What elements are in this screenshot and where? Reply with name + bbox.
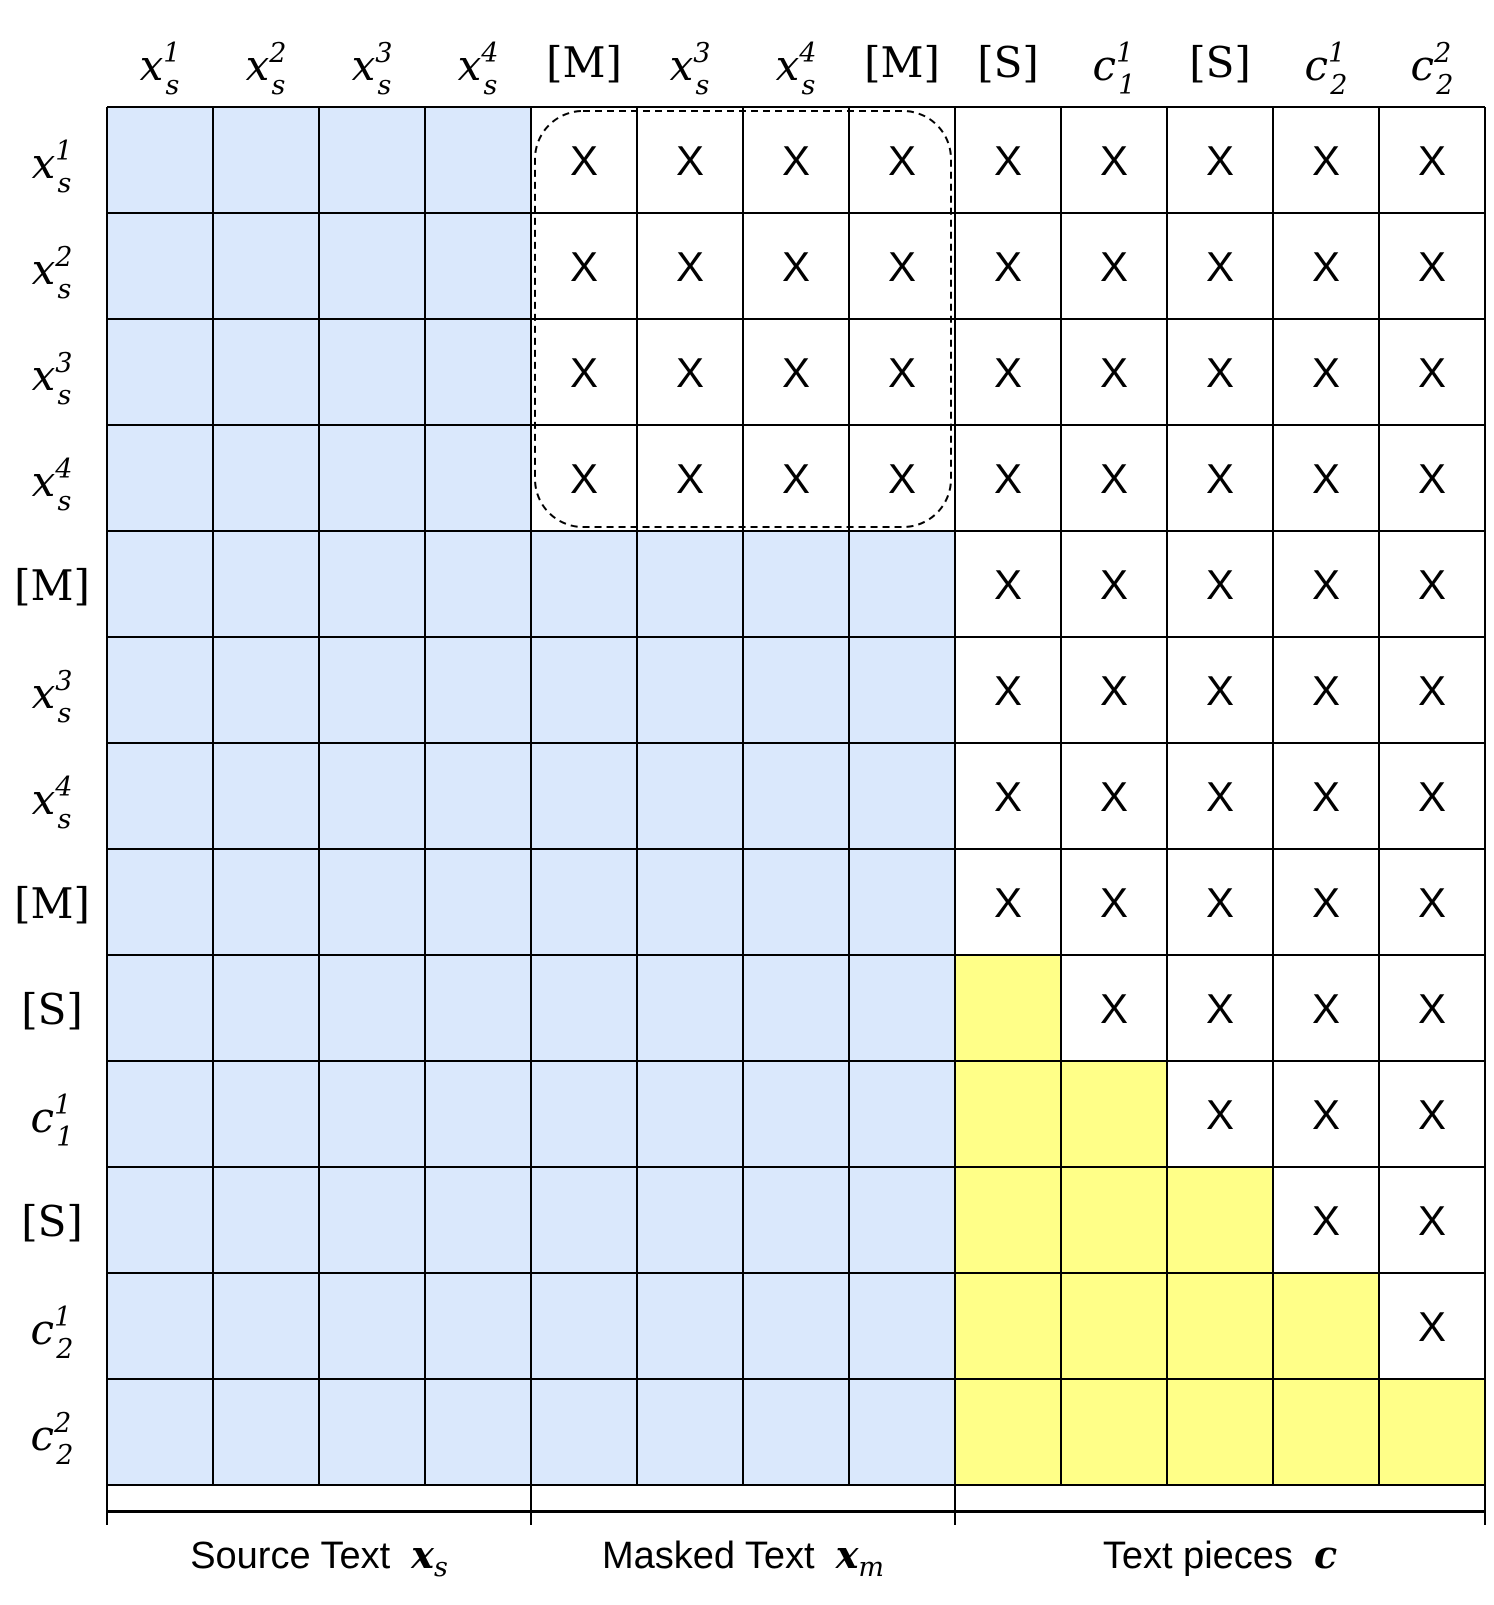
mask-x-mark: X <box>887 243 917 290</box>
cell-r9-c1 <box>213 1061 319 1167</box>
cell-r10-c8 <box>955 1167 1061 1273</box>
mask-x-mark: X <box>675 137 705 184</box>
mask-grid <box>107 107 1485 1485</box>
cell-r4-c3 <box>425 531 531 637</box>
cell-r5-c5 <box>637 637 743 743</box>
cell-r7-c2 <box>319 849 425 955</box>
cell-r10-c9 <box>1061 1167 1167 1273</box>
mask-x-mark: X <box>993 879 1023 926</box>
cell-r8-c5 <box>637 955 743 1061</box>
mask-x-mark: X <box>1205 455 1235 502</box>
mask-x-mark: X <box>781 455 811 502</box>
mask-x-mark: X <box>569 455 599 502</box>
cell-r4-c6 <box>743 531 849 637</box>
cell-r8-c8 <box>955 955 1061 1061</box>
cell-r1-c1 <box>213 213 319 319</box>
row-label-0: $x^1$ s <box>31 136 73 199</box>
cell-r10-c5 <box>637 1167 743 1273</box>
cell-r9-c4 <box>531 1061 637 1167</box>
mask-x-mark: X <box>781 137 811 184</box>
mask-x-mark: X <box>1417 879 1447 926</box>
cell-r11-c2 <box>319 1273 425 1379</box>
cell-r11-c4 <box>531 1273 637 1379</box>
cell-r9-c7 <box>849 1061 955 1167</box>
column-label-12: $c^2$ 2 <box>1410 38 1454 101</box>
cell-r2-c2 <box>319 319 425 425</box>
mask-x-mark: X <box>993 773 1023 820</box>
cell-r8-c3 <box>425 955 531 1061</box>
mask-x-mark: X <box>1099 349 1129 396</box>
cell-r7-c5 <box>637 849 743 955</box>
mask-x-mark: X <box>1417 349 1447 396</box>
column-label-6: $x^4$ s <box>775 38 817 101</box>
mask-x-mark: X <box>1205 349 1235 396</box>
cell-r12-c6 <box>743 1379 849 1485</box>
row-label-10: [S] <box>21 1197 83 1246</box>
mask-x-mark: X <box>1417 137 1447 184</box>
mask-x-mark: X <box>993 349 1023 396</box>
column-label-2: $x^3$ s <box>351 38 393 101</box>
section-label-1: Masked Text $x_m$ <box>602 1532 884 1583</box>
cell-r5-c4 <box>531 637 637 743</box>
mask-x-mark: X <box>1417 667 1447 714</box>
cell-r0-c2 <box>319 107 425 213</box>
mask-x-mark: X <box>1099 561 1129 608</box>
mask-x-mark: X <box>1311 349 1341 396</box>
cell-r5-c7 <box>849 637 955 743</box>
cell-r4-c1 <box>213 531 319 637</box>
cell-r6-c2 <box>319 743 425 849</box>
column-label-7: [M] <box>864 38 940 87</box>
cell-r11-c1 <box>213 1273 319 1379</box>
mask-x-mark: X <box>675 455 705 502</box>
cell-r8-c0 <box>107 955 213 1061</box>
mask-x-mark: X <box>1099 243 1129 290</box>
mask-x-mark: X <box>1205 137 1235 184</box>
row-label-7: [M] <box>14 879 90 928</box>
row-label-2: $x^3$ s <box>31 348 73 411</box>
cell-r4-c4 <box>531 531 637 637</box>
cell-r2-c0 <box>107 319 213 425</box>
cell-r4-c5 <box>637 531 743 637</box>
cell-r6-c4 <box>531 743 637 849</box>
cell-r10-c6 <box>743 1167 849 1273</box>
cell-r10-c7 <box>849 1167 955 1273</box>
mask-x-mark: X <box>993 561 1023 608</box>
cell-r11-c8 <box>955 1273 1061 1379</box>
section-label-2: Text pieces c <box>1102 1532 1338 1577</box>
mask-x-mark: X <box>1205 667 1235 714</box>
mask-x-mark: X <box>887 455 917 502</box>
cell-r8-c2 <box>319 955 425 1061</box>
mask-x-mark: X <box>1099 879 1129 926</box>
cell-r3-c1 <box>213 425 319 531</box>
mask-x-mark: X <box>1311 1091 1341 1138</box>
mask-x-mark: X <box>887 349 917 396</box>
mask-x-mark: X <box>1311 773 1341 820</box>
cell-r0-c0 <box>107 107 213 213</box>
cell-r12-c0 <box>107 1379 213 1485</box>
cell-r10-c4 <box>531 1167 637 1273</box>
cell-r7-c1 <box>213 849 319 955</box>
cell-r12-c4 <box>531 1379 637 1485</box>
mask-x-mark: X <box>1311 137 1341 184</box>
cell-r8-c7 <box>849 955 955 1061</box>
cell-r12-c12 <box>1379 1379 1485 1485</box>
cell-r9-c0 <box>107 1061 213 1167</box>
cell-r6-c3 <box>425 743 531 849</box>
mask-x-mark: X <box>1417 1091 1447 1138</box>
mask-x-mark: X <box>1205 1091 1235 1138</box>
cell-r7-c4 <box>531 849 637 955</box>
cell-r7-c3 <box>425 849 531 955</box>
cell-r2-c1 <box>213 319 319 425</box>
cell-r11-c9 <box>1061 1273 1167 1379</box>
cell-r0-c1 <box>213 107 319 213</box>
cell-r5-c6 <box>743 637 849 743</box>
mask-x-mark: X <box>1311 985 1341 1032</box>
cell-r11-c3 <box>425 1273 531 1379</box>
cell-r9-c9 <box>1061 1061 1167 1167</box>
cell-r9-c5 <box>637 1061 743 1167</box>
mask-x-mark: X <box>1311 561 1341 608</box>
mask-x-mark: X <box>1417 561 1447 608</box>
mask-x-mark: X <box>1417 1197 1447 1244</box>
cell-r10-c3 <box>425 1167 531 1273</box>
mask-x-mark: X <box>1205 879 1235 926</box>
mask-x-mark: X <box>781 243 811 290</box>
row-label-11: $c^1$ 2 <box>30 1302 74 1365</box>
cell-r12-c3 <box>425 1379 531 1485</box>
cell-r1-c0 <box>107 213 213 319</box>
mask-x-mark: X <box>569 137 599 184</box>
mask-x-mark: X <box>993 455 1023 502</box>
column-label-5: $x^3$ s <box>669 38 711 101</box>
cell-r12-c5 <box>637 1379 743 1485</box>
column-label-11: $c^1$ 2 <box>1304 38 1348 101</box>
cell-r9-c2 <box>319 1061 425 1167</box>
mask-x-mark: X <box>1205 773 1235 820</box>
cell-r11-c7 <box>849 1273 955 1379</box>
cell-r6-c5 <box>637 743 743 849</box>
mask-x-mark: X <box>1099 773 1129 820</box>
mask-x-mark: X <box>1311 243 1341 290</box>
row-label-1: $x^2$ s <box>31 242 73 305</box>
mask-x-mark: X <box>1311 667 1341 714</box>
cell-r11-c0 <box>107 1273 213 1379</box>
column-label-0: $x^1$ s <box>139 38 181 101</box>
cell-r11-c6 <box>743 1273 849 1379</box>
cell-r10-c1 <box>213 1167 319 1273</box>
mask-x-mark: X <box>993 667 1023 714</box>
cell-r9-c8 <box>955 1061 1061 1167</box>
mask-x-mark: X <box>781 349 811 396</box>
row-label-4: [M] <box>14 561 90 610</box>
mask-x-mark: X <box>569 349 599 396</box>
cell-r8-c4 <box>531 955 637 1061</box>
mask-x-mark: X <box>1417 773 1447 820</box>
cell-r2-c3 <box>425 319 531 425</box>
mask-x-mark: X <box>1311 879 1341 926</box>
row-label-5: $x^3$ s <box>31 666 73 729</box>
cell-r5-c1 <box>213 637 319 743</box>
row-label-6: $x^4$ s <box>31 772 73 835</box>
cell-r12-c2 <box>319 1379 425 1485</box>
cell-r1-c3 <box>425 213 531 319</box>
row-label-9: $c^1$ 1 <box>30 1090 74 1153</box>
cell-r6-c6 <box>743 743 849 849</box>
column-label-4: [M] <box>546 38 622 87</box>
mask-x-mark: X <box>1311 1197 1341 1244</box>
mask-x-mark: X <box>1099 137 1129 184</box>
row-token-labels <box>14 136 90 1471</box>
cell-r9-c6 <box>743 1061 849 1167</box>
cell-r7-c6 <box>743 849 849 955</box>
mask-x-mark: X <box>1099 985 1129 1032</box>
cell-r11-c11 <box>1273 1273 1379 1379</box>
mask-x-mark: X <box>1205 243 1235 290</box>
mask-x-mark: X <box>1205 985 1235 1032</box>
row-label-3: $x^4$ s <box>31 454 73 517</box>
column-label-10: [S] <box>1189 38 1251 87</box>
row-label-8: [S] <box>21 985 83 1034</box>
column-label-3: $x^4$ s <box>457 38 499 101</box>
cell-r4-c2 <box>319 531 425 637</box>
section-brackets <box>107 1485 1485 1583</box>
column-label-1: $x^2$ s <box>245 38 287 101</box>
cell-r12-c7 <box>849 1379 955 1485</box>
cell-r7-c0 <box>107 849 213 955</box>
cell-r6-c7 <box>849 743 955 849</box>
mask-x-mark: X <box>569 243 599 290</box>
mask-x-mark: X <box>1099 455 1129 502</box>
cell-r7-c7 <box>849 849 955 955</box>
mask-x-mark: X <box>675 349 705 396</box>
mask-x-mark: X <box>1205 561 1235 608</box>
cell-r6-c0 <box>107 743 213 849</box>
mask-x-mark: X <box>675 243 705 290</box>
cell-r4-c0 <box>107 531 213 637</box>
cell-r10-c10 <box>1167 1167 1273 1273</box>
mask-x-mark: X <box>1311 455 1341 502</box>
cell-r0-c3 <box>425 107 531 213</box>
mask-x-mark: X <box>993 243 1023 290</box>
cell-r1-c2 <box>319 213 425 319</box>
cell-r11-c5 <box>637 1273 743 1379</box>
cell-r10-c0 <box>107 1167 213 1273</box>
cell-r10-c2 <box>319 1167 425 1273</box>
cell-r12-c1 <box>213 1379 319 1485</box>
cell-r8-c6 <box>743 955 849 1061</box>
mask-x-mark: X <box>887 137 917 184</box>
cell-r8-c1 <box>213 955 319 1061</box>
cell-r12-c10 <box>1167 1379 1273 1485</box>
mask-x-mark: X <box>1417 985 1447 1032</box>
cell-r5-c2 <box>319 637 425 743</box>
cell-r3-c0 <box>107 425 213 531</box>
cell-r4-c7 <box>849 531 955 637</box>
mask-x-mark: X <box>1417 1303 1447 1350</box>
cell-r12-c11 <box>1273 1379 1379 1485</box>
mask-x-mark: X <box>1417 243 1447 290</box>
cell-r5-c3 <box>425 637 531 743</box>
cell-r3-c2 <box>319 425 425 531</box>
column-label-9: $c^1$ 1 <box>1092 38 1136 101</box>
cell-r5-c0 <box>107 637 213 743</box>
cell-r9-c3 <box>425 1061 531 1167</box>
row-label-12: $c^2$ 2 <box>30 1408 74 1471</box>
mask-x-mark: X <box>1099 667 1129 714</box>
cell-r3-c3 <box>425 425 531 531</box>
mask-x-mark: X <box>993 137 1023 184</box>
cell-r6-c1 <box>213 743 319 849</box>
cell-r12-c8 <box>955 1379 1061 1485</box>
section-label-0: Source Text $x_s$ <box>190 1532 448 1583</box>
cell-r11-c10 <box>1167 1273 1273 1379</box>
column-token-labels <box>140 38 1454 101</box>
mask-x-mark: X <box>1417 455 1447 502</box>
column-label-8: [S] <box>977 38 1039 87</box>
cell-r12-c9 <box>1061 1379 1167 1485</box>
